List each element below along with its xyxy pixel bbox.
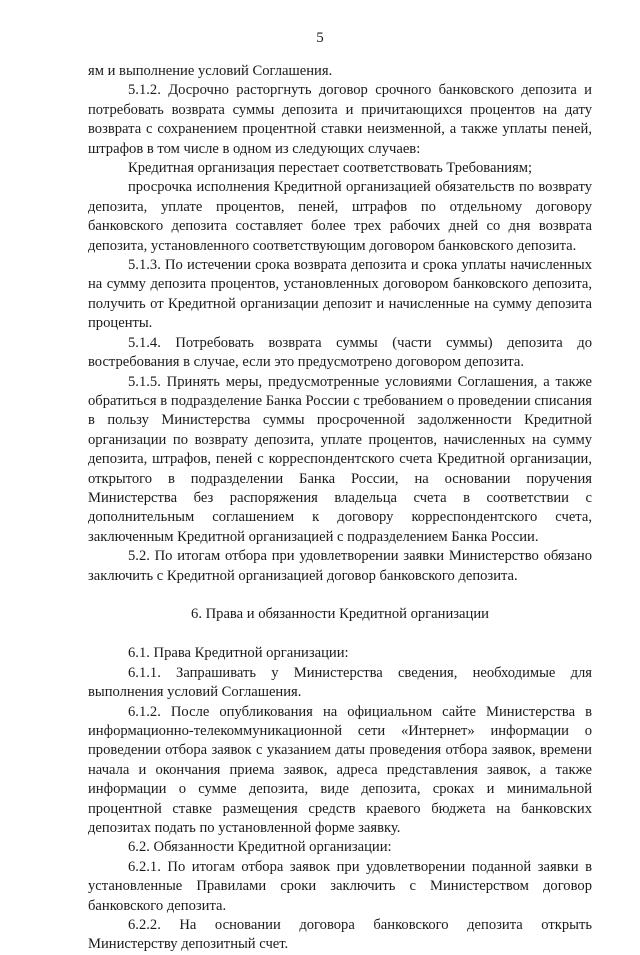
paragraph-6-1-2: 6.1.2. После опубликования на официальном сайте Министерства в информационно-телекоммуникационной сети «Интернет» информации о проведении отбора заявок с указанием даты проведения отбора заявок, времени начала и окончания приема заявок, адреса представления заявок, а также информации о сумме депозита, виде депозита, сроках и минимальной процентной ставке размещения средств краевого бюджета на банковских депозитах подать по установленной форме заявку. bbox=[88, 703, 592, 837]
paragraph-6-2: 6.2. Обязанности Кредитной организации: bbox=[128, 839, 392, 856]
document-body bbox=[88, 62, 592, 955]
paragraph-5-1-4: 5.1.4. Потребовать возврата суммы (части суммы) депозита до востребования в случае, если это предусмотрено договором депозита. bbox=[88, 334, 592, 371]
section-heading-6: 6. Права и обязанности Кредитной организации bbox=[191, 605, 489, 622]
paragraph-6-2-2: 6.2.2. На основании договора банковского депозита открыть Министерству депозитный счет. bbox=[88, 917, 592, 953]
page-number: 5 bbox=[316, 30, 324, 46]
paragraph-5-2: 5.2. По итогам отбора при удовлетворении заявки Министерство обязано заключить с Кредитной организацией договор банковского депозита. bbox=[88, 548, 592, 584]
paragraph-case-requirements: Кредитная организация перестает соответствовать Требованиям; bbox=[128, 160, 533, 177]
paragraph-case-overdue: просрочка исполнения Кредитной организацией обязательств по возврату депозита, уплате процентов, пеней, штрафов по отдельному договору банковского депозита составляет более трех рабочих дней со дня возврата депозита, установленного соответствующим договором банковского депозита. bbox=[88, 179, 592, 254]
paragraph-continuation: ям и выполнение условий Соглашения. bbox=[88, 63, 333, 79]
paragraph-6-1: 6.1. Права Кредитной организации: bbox=[128, 645, 349, 662]
paragraph-6-1-1: 6.1.1. Запрашивать у Министерства сведения, необходимые для выполнения условий Соглашения. bbox=[88, 664, 592, 701]
paragraph-6-2-1: 6.2.1. По итогам отбора заявок при удовлетворении поданной заявки в установленные Правилами сроки заключить с Министерством договор банковского депозита. bbox=[88, 858, 592, 914]
paragraph-5-1-3: 5.1.3. По истечении срока возврата депозита и срока уплаты начисленных на сумму депозита процентов, установленных договором банковского депозита, получить от Кредитной организации депозит и начисленные на сумму депозита проценты. bbox=[88, 257, 592, 332]
paragraph-5-1-5: 5.1.5. Принять меры, предусмотренные условиями Соглашения, а также обратиться в подразделение Банка России с требованием о проведении списания в пользу Министерства суммы просроченной задолженности Кредитной организации по возврату депозита, уплате процентов, начисленных на сумму депозита, штрафов, пеней с корреспондентского счета Кредитной организации, открытого в подразделении Банка России, на основании поручения Министерства без распоряжения владельца счета в соответствии с дополнительным соглашением к договору корреспондентского счета, заключенным Кредитной организацией с подразделением Банка России. bbox=[88, 373, 592, 545]
paragraph-5-1-2: 5.1.2. Досрочно расторгнуть договор срочного банковского депозита и потребовать возврата суммы депозита и причитающихся процентов на дату возврата с сохранением процентной ставки неизменной, а также уплаты пеней, штрафов в том числе в одном из следующих случаев: bbox=[88, 82, 592, 157]
